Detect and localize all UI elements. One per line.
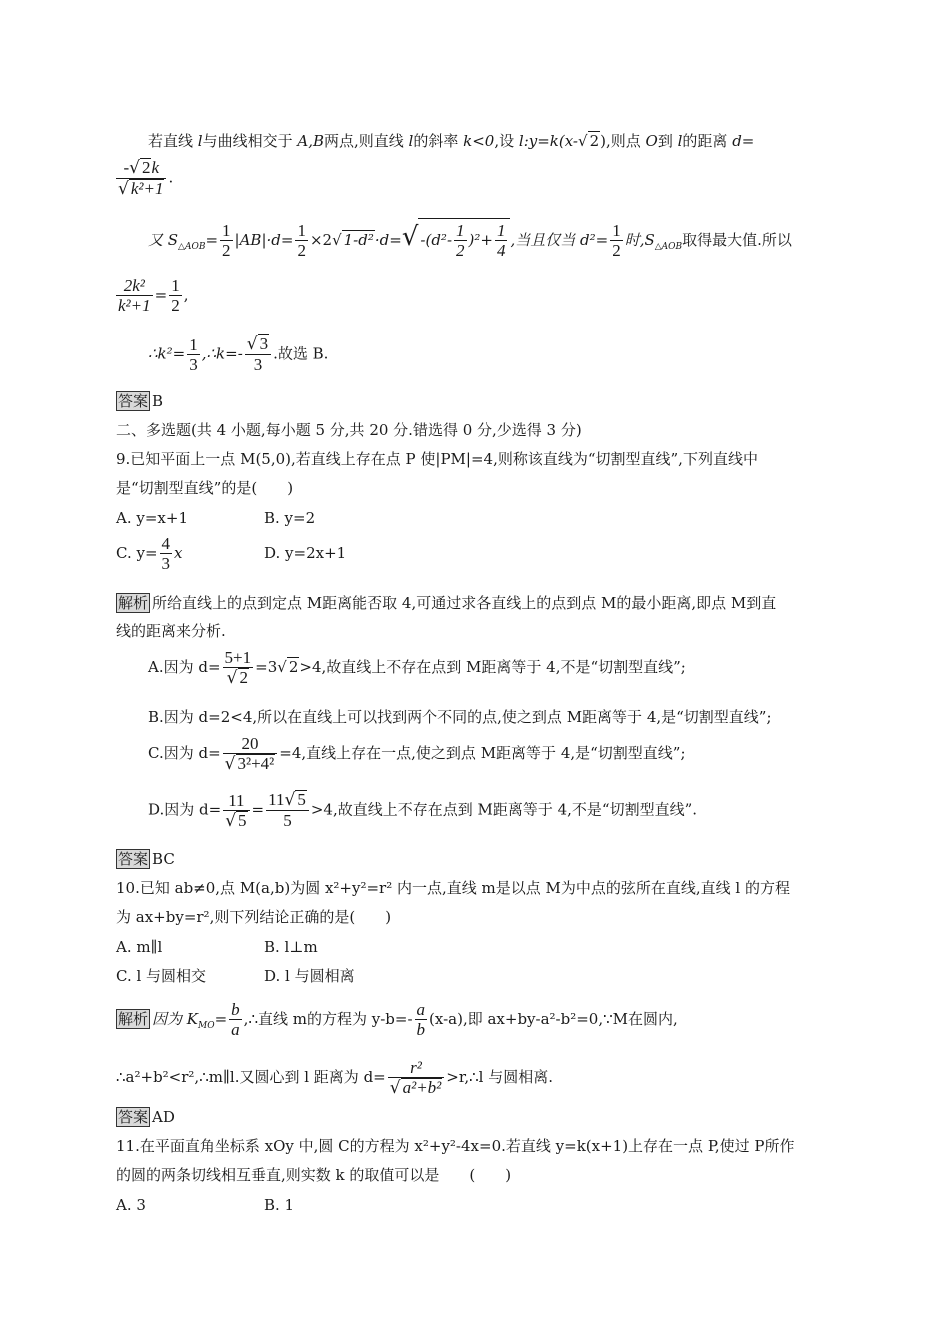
solution-9-case-a: A.因为 d= $\frac{5+1}{√ 2}$ =3√ 2>4,故直线上不存在点到 M距离等于 4,不是“切割型直线”; xyxy=(148,648,686,688)
area-expression-line: 又 $S_{\triangle AOB}=$ $\frac{1}{2}$ |AB|·d= $\frac{1}{2}$ ×2√ 1-d²·d=√ -(d²- $\frac{1}{2}$ )²+ $\frac{1}{4}$ ,当且仅当 d²= $\frac{1}{2}$ 时$,S_{\triangle AOB}$取得最大值.所以 xyxy=(148,218,792,261)
answer-9: 答案 BC xyxy=(118,850,175,868)
question-10-line1: 10.已知 ab≠0,点 M(a,b)为圆 x²+y²=r² 内一点,直线 m是以点 M为中点的弦所在直线,直线 l 的方程 xyxy=(116,879,790,897)
answer-tag: 答案 xyxy=(118,850,149,868)
solution-9-line1: 解析 所给直线上的点到定点 M距离能否取 4,可通过求各直线上的点到点 M的最小距离,即点 M到直 xyxy=(118,594,777,612)
question-11-line2: 的圆的两条切线相互垂直,则实数 k 的取值可以是 ( ) xyxy=(116,1166,512,1184)
ratio-equation: $\frac{\text{2k²}}{\text{k²+1}}$ = $\frac{1}{2}$ , xyxy=(118,276,189,315)
q10-option-d: D. l 与圆相离 xyxy=(264,967,355,985)
solution-9-case-c: C.因为 d= $\frac{20}{\text{√ 3²+4²}}$ =4,直线上存在一点,使之到点 M距离等于 4,是“切割型直线”; xyxy=(148,734,686,774)
question-10-line2: 为 ax+by=r²,则下列结论正确的是( ) xyxy=(116,908,392,926)
answer-8: 答案 B xyxy=(118,392,164,410)
analysis-tag: 解析 xyxy=(118,1010,149,1028)
q9-option-c: C. y= $\frac{4}{3}$ x xyxy=(116,534,183,573)
q10-option-a: A. m∥l xyxy=(116,938,163,956)
section-title: 二、多选题(共 4 小题,每小题 5 分,共 20 分.错选得 0 分,少选得 3 分) xyxy=(116,421,582,439)
solution-10-line2: ∴a²+b²<r²,∴m∥l.又圆心到 l 距离为 d= $\frac{\text{r²}}{\text{√ a²+b²}}$ >r,∴l 与圆相离. xyxy=(116,1058,554,1098)
solution-9-case-d: D.因为 d= $\frac{11}{√ 5}$ = $\frac{11√ 5}{5}$ >4,故直线上不存在点到 M距离等于 4,不是“切割型直线”. xyxy=(148,790,698,831)
question-9-line1: 9.已知平面上一点 M(5,0),若直线上存在点 P 使|PM|=4,则称该直线为“切割型直线”,下列直线中 xyxy=(116,450,758,468)
solution-9-line2: 线的距离来分析. xyxy=(116,622,226,640)
q11-option-a: A. 3 xyxy=(116,1196,146,1214)
analysis-tag: 解析 xyxy=(118,594,149,612)
answer-tag: 答案 xyxy=(118,392,149,410)
question-11-line1: 11.在平面直角坐标系 xOy 中,圆 C的方程为 x²+y²-4x=0.若直线 y=k(x+1)上存在一点 P,使过 P所作 xyxy=(116,1137,795,1155)
q10-option-b: B. l⊥m xyxy=(264,938,318,956)
answer-tag: 答案 xyxy=(118,1108,149,1126)
distance-fraction: $\frac{-√ 2k}{\text{√ k²+1}}$ . xyxy=(118,158,174,199)
k-result-line: ∴k²= $\frac{1}{3}$ ,∴k=- $\frac{√ 3}{3}$ .故选 B. xyxy=(148,334,329,374)
q9-option-b: B. y=2 xyxy=(264,509,316,527)
answer-10: 答案 AD xyxy=(118,1108,175,1126)
fraction: $\frac{-√ 2k}{\text{√ k²+1}}$ xyxy=(116,158,166,199)
q9-option-a: A. y=x+1 xyxy=(116,509,188,527)
solution-9-case-b: B.因为 d=2<4,所以在直线上可以找到两个不同的点,使之到点 M距离等于 4,是“切割型直线”; xyxy=(148,708,772,726)
q10-option-c: C. l 与圆相交 xyxy=(116,967,207,985)
q9-option-d: D. y=2x+1 xyxy=(264,544,347,562)
q11-option-b: B. 1 xyxy=(264,1196,295,1214)
solution-line-slope: 若直线 l与曲线相交于 A,B两点,则直线 l的斜率 k<0,设 l:y=k(x-√ 2),则点 O到 l的距离 d= xyxy=(148,132,755,150)
question-9-line2: 是“切割型直线”的是( ) xyxy=(116,479,294,497)
solution-10-line1: 解析 因为 $K_{MO}=$ $\frac{b}{a}$ ,∴直线 m的方程为 y-b=- $\frac{a}{b}$ (x-a),即 ax+by-a²-b²=0,∵M在圆内, xyxy=(118,1000,678,1039)
